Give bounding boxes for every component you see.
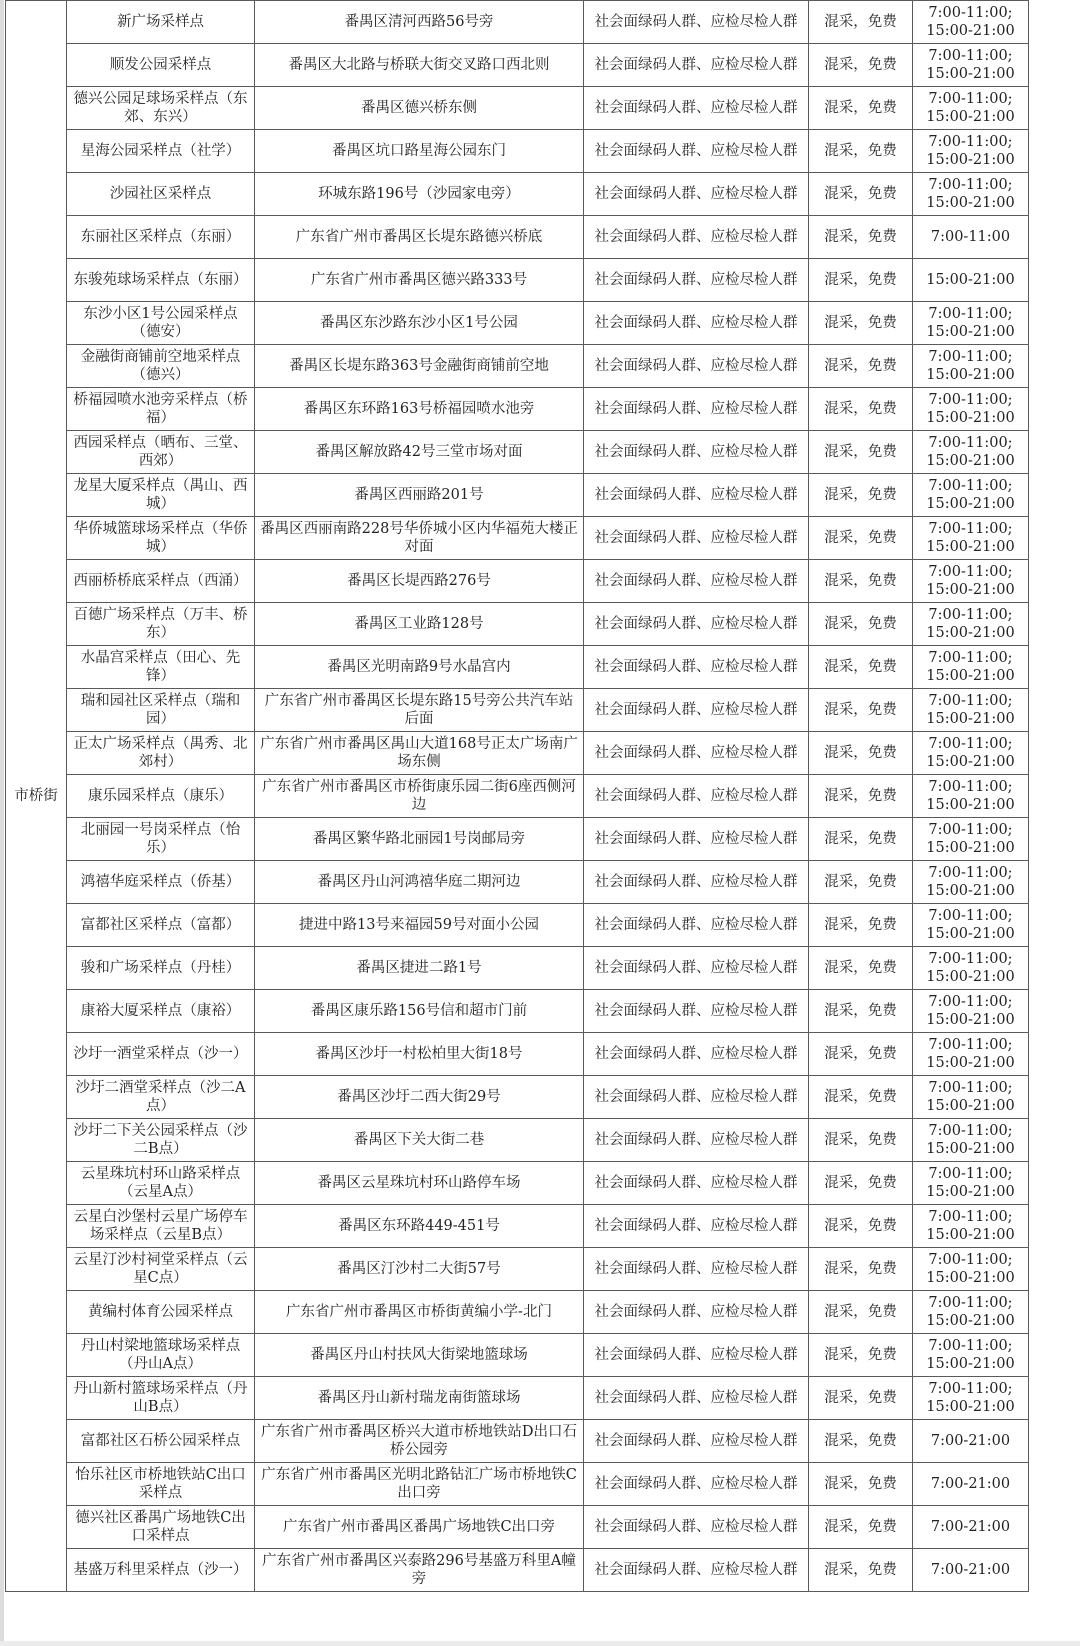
service-hours-cell [913,689,1029,732]
hours-line-1: 7:00-11:00; [928,1123,1013,1139]
hours-line-1: 7:00-11:00; [928,521,1013,537]
table-row [6,818,1029,861]
table-row [6,1420,1029,1463]
table-row [6,1076,1029,1119]
site-name-cell: 富都社区石桥公园采样点 [67,1420,255,1463]
table-row [6,1205,1029,1248]
site-name-cell: 沙园社区采样点 [67,173,255,216]
table-row [6,130,1029,173]
table-row [6,216,1029,259]
service-hours-cell [913,1420,1029,1463]
hours-line-1: 7:00-11:00; [928,1381,1013,1397]
table-row [6,1119,1029,1162]
sampling-method-cell: 混采，免费 [809,1119,913,1162]
hours-line-1: 7:00-11:00; [928,134,1013,150]
hours-line-1: 7:00-11:00; [928,177,1013,193]
hours-line-1: 7:00-11:00; [928,564,1013,580]
site-name-cell: 华侨城篮球场采样点（华侨城） [67,517,255,560]
hours-line-1: 7:00-11:00; [928,392,1013,408]
sampling-method-cell: 混采，免费 [809,388,913,431]
hours-line-2: 15:00-21:00 [926,1184,1015,1200]
hours-line-2: 15:00-21:00 [926,453,1015,469]
target-crowd-cell: 社会面绿码人群、应检尽检人群 [584,1463,809,1506]
hours-line-1: 7:00-11:00; [928,48,1013,64]
sampling-method-cell: 混采，免费 [809,732,913,775]
target-crowd-cell: 社会面绿码人群、应检尽检人群 [584,1549,809,1592]
site-name-cell: 康乐园采样点（康乐） [67,775,255,818]
table-row [6,1463,1029,1506]
target-crowd-cell: 社会面绿码人群、应检尽检人群 [584,1248,809,1291]
hours-line-2: 15:00-21:00 [926,1270,1015,1286]
target-crowd-cell: 社会面绿码人群、应检尽检人群 [584,259,809,302]
sampling-method-cell: 混采，免费 [809,44,913,87]
site-name-cell: 德兴社区番禺广场地铁C出口采样点 [67,1506,255,1549]
service-hours-cell [913,345,1029,388]
hours-line-2: 15:00-21:00 [926,152,1015,168]
table-row [6,947,1029,990]
sampling-method-cell: 混采，免费 [809,259,913,302]
table-row [6,44,1029,87]
target-crowd-cell: 社会面绿码人群、应检尽检人群 [584,1334,809,1377]
sampling-method-cell: 混采，免费 [809,345,913,388]
site-address-cell: 番禺区长堤东路363号金融街商铺前空地 [255,345,584,388]
sampling-method-cell: 混采，免费 [809,775,913,818]
hours-line-2: 15:00-21:00 [926,840,1015,856]
table-row [6,1,1029,44]
site-address-cell: 番禺区云星珠坑村环山路停车场 [255,1162,584,1205]
hours-line-2: 15:00-21:00 [926,496,1015,512]
sampling-method-cell: 混采，免费 [809,1291,913,1334]
hours-line-2: 15:00-21:00 [926,797,1015,813]
table-row [6,1162,1029,1205]
hours-line-1: 7:00-21:00 [930,1433,1011,1449]
hours-line-1: 7:00-11:00 [930,229,1011,245]
table-row [6,904,1029,947]
sampling-sites-table [5,0,1029,1592]
target-crowd-cell: 社会面绿码人群、应检尽检人群 [584,302,809,345]
site-address-cell: 广东省广州市番禺区德兴路333号 [255,259,584,302]
site-name-cell: 丹山村梁地篮球场采样点（丹山A点） [67,1334,255,1377]
table-row [6,1291,1029,1334]
site-address-cell: 番禺区沙圩一村松柏里大街18号 [255,1033,584,1076]
target-crowd-cell: 社会面绿码人群、应检尽检人群 [584,1420,809,1463]
target-crowd-cell: 社会面绿码人群、应检尽检人群 [584,44,809,87]
sampling-method-cell: 混采，免费 [809,646,913,689]
table-row [6,1506,1029,1549]
sampling-method-cell: 混采，免费 [809,689,913,732]
site-name-cell: 金融街商铺前空地采样点（德兴） [67,345,255,388]
hours-line-2: 15:00-21:00 [926,1055,1015,1071]
hours-line-1: 7:00-11:00; [928,1338,1013,1354]
hours-line-1: 7:00-11:00; [928,435,1013,451]
hours-line-2: 15:00-21:00 [926,711,1015,727]
sampling-method-cell: 混采，免费 [809,173,913,216]
site-name-cell: 富都社区采样点（富都） [67,904,255,947]
hours-line-1: 7:00-11:00; [928,306,1013,322]
table-row [6,474,1029,517]
target-crowd-cell: 社会面绿码人群、应检尽检人群 [584,1205,809,1248]
site-name-cell: 西园采样点（晒布、三堂、西郊） [67,431,255,474]
table-row [6,861,1029,904]
hours-line-2: 15:00-21:00 [926,23,1015,39]
service-hours-cell [913,1,1029,44]
table-row [6,1334,1029,1377]
site-address-cell: 广东省广州市番禺区长堤东路德兴桥底 [255,216,584,259]
sampling-method-cell: 混采，免费 [809,431,913,474]
site-name-cell: 水晶宫采样点（田心、先锋） [67,646,255,689]
sampling-method-cell: 混采，免费 [809,302,913,345]
hours-line-1: 7:00-11:00; [928,650,1013,666]
site-name-cell: 龙星大厦采样点（禺山、西城） [67,474,255,517]
sampling-method-cell: 混采，免费 [809,1334,913,1377]
target-crowd-cell: 社会面绿码人群、应检尽检人群 [584,603,809,646]
site-address-cell: 广东省广州市番禺区禺山大道168号正太广场南广场东侧 [255,732,584,775]
sampling-method-cell: 混采，免费 [809,1248,913,1291]
hours-line-1: 7:00-21:00 [930,1562,1011,1578]
site-name-cell: 黄编村体育公园采样点 [67,1291,255,1334]
hours-line-2: 15:00-21:00 [926,1356,1015,1372]
sampling-method-cell: 混采，免费 [809,1463,913,1506]
table-row [6,1377,1029,1420]
hours-line-1: 7:00-11:00; [928,1209,1013,1225]
sampling-method-cell: 混采，免费 [809,216,913,259]
service-hours-cell [913,1033,1029,1076]
site-name-cell: 鸿禧华庭采样点（侨基） [67,861,255,904]
sampling-method-cell: 混采，免费 [809,904,913,947]
target-crowd-cell: 社会面绿码人群、应检尽检人群 [584,775,809,818]
site-name-cell: 东沙小区1号公园采样点（德安） [67,302,255,345]
hours-line-1: 7:00-11:00; [928,951,1013,967]
site-name-cell: 北丽园一号岗采样点（怡乐） [67,818,255,861]
table-row [6,1248,1029,1291]
target-crowd-cell: 社会面绿码人群、应检尽检人群 [584,646,809,689]
hours-line-1: 7:00-11:00; [928,822,1013,838]
table-row [6,603,1029,646]
site-name-cell: 顺发公园采样点 [67,44,255,87]
hours-line-2: 15:00-21:00 [926,1227,1015,1243]
table-row [6,732,1029,775]
sampling-method-cell: 混采，免费 [809,861,913,904]
table-row [6,87,1029,130]
target-crowd-cell: 社会面绿码人群、应检尽检人群 [584,1162,809,1205]
site-address-cell: 番禺区丹山村扶风大街梁地篮球场 [255,1334,584,1377]
service-hours-cell [913,216,1029,259]
site-address-cell: 番禺区丹山新村瑞龙南街篮球场 [255,1377,584,1420]
site-name-cell: 沙圩二下关公园采样点（沙二B点） [67,1119,255,1162]
site-address-cell: 番禺区东环路163号桥福园喷水池旁 [255,388,584,431]
site-address-cell: 番禺区繁华路北丽园1号岗邮局旁 [255,818,584,861]
hours-line-1: 7:00-21:00 [930,1519,1011,1535]
service-hours-cell [913,130,1029,173]
hours-line-1: 7:00-21:00 [930,1476,1011,1492]
sheet-left-edge [0,0,4,1646]
site-address-cell: 番禺区坑口路星海公园东门 [255,130,584,173]
target-crowd-cell: 社会面绿码人群、应检尽检人群 [584,1076,809,1119]
service-hours-cell [913,1119,1029,1162]
target-crowd-cell: 社会面绿码人群、应检尽检人群 [584,517,809,560]
site-name-cell: 怡乐社区市桥地铁站C出口采样点 [67,1463,255,1506]
site-address-cell: 番禺区清河西路56号旁 [255,1,584,44]
target-crowd-cell: 社会面绿码人群、应检尽检人群 [584,1,809,44]
table-row [6,1033,1029,1076]
sampling-method-cell: 混采，免费 [809,87,913,130]
hours-line-2: 15:00-21:00 [926,195,1015,211]
sampling-method-cell: 混采，免费 [809,1076,913,1119]
service-hours-cell [913,517,1029,560]
target-crowd-cell: 社会面绿码人群、应检尽检人群 [584,1377,809,1420]
hours-line-2: 15:00-21:00 [926,367,1015,383]
target-crowd-cell: 社会面绿码人群、应检尽检人群 [584,345,809,388]
site-name-cell: 桥福园喷水池旁采样点（桥福） [67,388,255,431]
target-crowd-cell: 社会面绿码人群、应检尽检人群 [584,560,809,603]
target-crowd-cell: 社会面绿码人群、应检尽检人群 [584,990,809,1033]
hours-line-2: 15:00-21:00 [926,1141,1015,1157]
hours-line-1: 7:00-11:00; [928,1252,1013,1268]
site-address-cell: 广东省广州市番禺区兴泰路296号基盛万科里A幢旁 [255,1549,584,1592]
hours-line-2: 15:00-21:00 [926,754,1015,770]
site-address-cell: 捷进中路13号来福园59号对面小公园 [255,904,584,947]
hours-line-1: 7:00-11:00; [928,693,1013,709]
hours-line-1: 7:00-11:00; [928,1037,1013,1053]
site-name-cell: 西丽桥桥底采样点（西涌） [67,560,255,603]
site-address-cell: 广东省广州市番禺区光明北路钻汇广场市桥地铁C出口旁 [255,1463,584,1506]
table-row [6,689,1029,732]
service-hours-cell [913,947,1029,990]
sampling-method-cell: 混采，免费 [809,947,913,990]
target-crowd-cell: 社会面绿码人群、应检尽检人群 [584,431,809,474]
hours-line-2: 15:00-21:00 [926,582,1015,598]
service-hours-cell [913,732,1029,775]
target-crowd-cell: 社会面绿码人群、应检尽检人群 [584,689,809,732]
hours-line-1: 7:00-11:00; [928,607,1013,623]
target-crowd-cell: 社会面绿码人群、应检尽检人群 [584,861,809,904]
site-address-cell: 番禺区康乐路156号信和超市门前 [255,990,584,1033]
service-hours-cell [913,1291,1029,1334]
sampling-method-cell: 混采，免费 [809,1162,913,1205]
sheet-bottom-strip [0,1641,1080,1646]
hours-line-2: 15:00-21:00 [926,539,1015,555]
site-address-cell: 番禺区西丽南路228号华侨城小区内华福苑大楼正对面 [255,517,584,560]
site-address-cell: 番禺区下关大街二巷 [255,1119,584,1162]
target-crowd-cell: 社会面绿码人群、应检尽检人群 [584,1506,809,1549]
site-name-cell: 百德广场采样点（万丰、桥东） [67,603,255,646]
hours-line-2: 15:00-21:00 [926,883,1015,899]
service-hours-cell [913,1162,1029,1205]
site-address-cell: 番禺区解放路42号三堂市场对面 [255,431,584,474]
service-hours-cell [913,259,1029,302]
hours-line-1: 7:00-11:00; [928,908,1013,924]
table-row [6,259,1029,302]
service-hours-cell [913,646,1029,689]
site-name-cell: 云星汀沙村祠堂采样点（云星C点） [67,1248,255,1291]
site-address-cell: 番禺区东沙路东沙小区1号公园 [255,302,584,345]
hours-line-1: 7:00-11:00; [928,994,1013,1010]
site-address-cell: 番禺区西丽路201号 [255,474,584,517]
site-name-cell: 沙圩二酒堂采样点（沙二A点） [67,1076,255,1119]
hours-line-1: 7:00-11:00; [928,1295,1013,1311]
hours-line-1: 7:00-11:00; [928,91,1013,107]
target-crowd-cell: 社会面绿码人群、应检尽检人群 [584,474,809,517]
table-row [6,775,1029,818]
hours-line-1: 7:00-11:00; [928,1166,1013,1182]
target-crowd-cell: 社会面绿码人群、应检尽检人群 [584,904,809,947]
site-name-cell: 沙圩一酒堂采样点（沙一） [67,1033,255,1076]
service-hours-cell [913,560,1029,603]
site-address-cell: 番禺区大北路与桥联大街交叉路口西北则 [255,44,584,87]
sampling-method-cell: 混采，免费 [809,474,913,517]
target-crowd-cell: 社会面绿码人群、应检尽检人群 [584,173,809,216]
site-address-cell: 广东省广州市番禺区长堤东路15号旁公共汽车站后面 [255,689,584,732]
service-hours-cell [913,904,1029,947]
service-hours-cell [913,861,1029,904]
sampling-method-cell: 混采，免费 [809,1506,913,1549]
site-address-cell: 广东省广州市番禺区桥兴大道市桥地铁站D出口石桥公园旁 [255,1420,584,1463]
hours-line-1: 7:00-11:00; [928,478,1013,494]
sampling-method-cell: 混采，免费 [809,818,913,861]
hours-line-1: 15:00-21:00 [926,272,1015,288]
hours-line-2: 15:00-21:00 [926,926,1015,942]
target-crowd-cell: 社会面绿码人群、应检尽检人群 [584,818,809,861]
sampling-method-cell: 混采，免费 [809,130,913,173]
sampling-method-cell: 混采，免费 [809,1,913,44]
hours-line-1: 7:00-11:00; [928,865,1013,881]
site-name-cell: 东骏苑球场采样点（东丽） [67,259,255,302]
sampling-method-cell: 混采，免费 [809,1420,913,1463]
service-hours-cell [913,173,1029,216]
hours-line-1: 7:00-11:00; [928,779,1013,795]
hours-line-2: 15:00-21:00 [926,410,1015,426]
site-address-cell: 番禺区丹山河鸿禧华庭二期河边 [255,861,584,904]
service-hours-cell [913,990,1029,1033]
hours-line-2: 15:00-21:00 [926,109,1015,125]
table-row [6,345,1029,388]
service-hours-cell [913,1205,1029,1248]
sampling-method-cell: 混采，免费 [809,1377,913,1420]
target-crowd-cell: 社会面绿码人群、应检尽检人群 [584,87,809,130]
table-row [6,388,1029,431]
site-address-cell: 番禺区汀沙村二大街57号 [255,1248,584,1291]
service-hours-cell [913,1377,1029,1420]
target-crowd-cell: 社会面绿码人群、应检尽检人群 [584,130,809,173]
service-hours-cell [913,302,1029,345]
site-address-cell: 广东省广州市番禺区市桥街康乐园二街6座西侧河边 [255,775,584,818]
target-crowd-cell: 社会面绿码人群、应检尽检人群 [584,216,809,259]
sampling-method-cell: 混采，免费 [809,560,913,603]
service-hours-cell [913,474,1029,517]
site-address-cell: 番禺区长堤西路276号 [255,560,584,603]
site-name-cell: 星海公园采样点（社学） [67,130,255,173]
table-row [6,990,1029,1033]
site-address-cell: 番禺区东环路449-451号 [255,1205,584,1248]
service-hours-cell [913,388,1029,431]
sampling-method-cell: 混采，免费 [809,1549,913,1592]
service-hours-cell [913,775,1029,818]
table-row [6,1549,1029,1592]
site-address-cell: 番禺区捷进二路1号 [255,947,584,990]
site-address-cell: 番禺区德兴桥东侧 [255,87,584,130]
service-hours-cell [913,44,1029,87]
target-crowd-cell: 社会面绿码人群、应检尽检人群 [584,1119,809,1162]
site-address-cell: 番禺区沙圩二西大街29号 [255,1076,584,1119]
site-address-cell: 广东省广州市番禺区番禺广场地铁C出口旁 [255,1506,584,1549]
hours-line-2: 15:00-21:00 [926,668,1015,684]
site-name-cell: 正太广场采样点（禺秀、北郊村） [67,732,255,775]
site-name-cell: 新广场采样点 [67,1,255,44]
service-hours-cell [913,87,1029,130]
sampling-method-cell: 混采，免费 [809,990,913,1033]
service-hours-cell [913,1248,1029,1291]
target-crowd-cell: 社会面绿码人群、应检尽检人群 [584,1033,809,1076]
hours-line-1: 7:00-11:00; [928,736,1013,752]
site-name-cell: 东丽社区采样点（东丽） [67,216,255,259]
site-name-cell: 瑞和园社区采样点（瑞和园） [67,689,255,732]
site-address-cell: 番禺区工业路128号 [255,603,584,646]
hours-line-2: 15:00-21:00 [926,324,1015,340]
site-address-cell: 广东省广州市番禺区市桥街黄编小学-北门 [255,1291,584,1334]
service-hours-cell [913,1549,1029,1592]
table-row [6,560,1029,603]
hours-line-1: 7:00-11:00; [928,349,1013,365]
hours-line-2: 15:00-21:00 [926,969,1015,985]
hours-line-2: 15:00-21:00 [926,66,1015,82]
hours-line-1: 7:00-11:00; [928,5,1013,21]
service-hours-cell [913,1076,1029,1119]
table-row [6,431,1029,474]
table-row [6,173,1029,216]
sampling-method-cell: 混采，免费 [809,1205,913,1248]
hours-line-2: 15:00-21:00 [926,1098,1015,1114]
target-crowd-cell: 社会面绿码人群、应检尽检人群 [584,388,809,431]
service-hours-cell [913,1463,1029,1506]
service-hours-cell [913,818,1029,861]
site-name-cell: 康裕大厦采样点（康裕） [67,990,255,1033]
site-name-cell: 德兴公园足球场采样点（东郊、东兴） [67,87,255,130]
hours-line-2: 15:00-21:00 [926,1313,1015,1329]
service-hours-cell [913,1334,1029,1377]
service-hours-cell [913,431,1029,474]
site-name-cell: 丹山新村篮球场采样点（丹山B点） [67,1377,255,1420]
target-crowd-cell: 社会面绿码人群、应检尽检人群 [584,947,809,990]
site-name-cell: 云星珠坑村环山路采样点（云星A点） [67,1162,255,1205]
site-name-cell: 基盛万科里采样点（沙一） [67,1549,255,1592]
sampling-method-cell: 混采，免费 [809,603,913,646]
site-address-cell: 环城东路196号（沙园家电旁） [255,173,584,216]
target-crowd-cell: 社会面绿码人群、应检尽检人群 [584,732,809,775]
table-row [6,302,1029,345]
district-cell: 市桥街 [6,1,67,1592]
service-hours-cell [913,603,1029,646]
sampling-method-cell: 混采，免费 [809,517,913,560]
table-row [6,517,1029,560]
table-row [6,646,1029,689]
table-body [6,1,1029,1592]
site-address-cell: 番禺区光明南路9号水晶宫内 [255,646,584,689]
hours-line-2: 15:00-21:00 [926,625,1015,641]
hours-line-2: 15:00-21:00 [926,1012,1015,1028]
target-crowd-cell: 社会面绿码人群、应检尽检人群 [584,1291,809,1334]
hours-line-2: 15:00-21:00 [926,1399,1015,1415]
service-hours-cell [913,1506,1029,1549]
sampling-method-cell: 混采，免费 [809,1033,913,1076]
site-name-cell: 骏和广场采样点（丹桂） [67,947,255,990]
hours-line-1: 7:00-11:00; [928,1080,1013,1096]
site-name-cell: 云星白沙堡村云星广场停车场采样点（云星B点） [67,1205,255,1248]
